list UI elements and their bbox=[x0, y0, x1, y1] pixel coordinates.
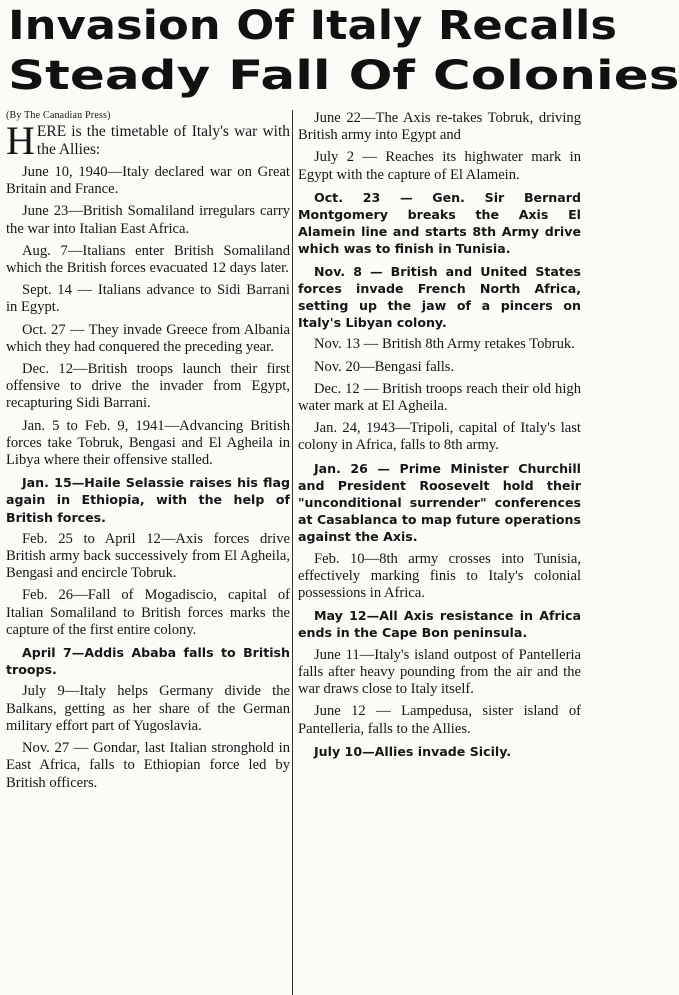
timeline-entry: Jan. 15—Haile Selassie raises his flag again in Ethiopia, with the help of British forces. bbox=[6, 475, 290, 525]
timeline-entry: Dec. 12 — British troops reach their old high water mark at El Agheila. bbox=[298, 380, 581, 415]
timeline-entry: June 10, 1940—Italy declared war on Great Britain and France. bbox=[6, 164, 290, 198]
headline-line-1: Invasion Of Italy Recalls bbox=[8, 3, 617, 49]
headline-line-2: Steady Fall Of Colonies bbox=[8, 53, 679, 99]
timeline-entry: Oct. 27 — They invade Greece from Albania which they had conquered the preceding year. bbox=[6, 321, 290, 355]
timeline-entry: Aug. 7—Italians enter British Somaliland which the British forces evacuated 12 days later. bbox=[6, 242, 290, 277]
right-timeline-list bbox=[298, 110, 581, 760]
timeline-entry: Jan. 26 — Prime Minister Churchill and President Roosevelt hold their "unconditional surrender" conferences at Casablanca to map future operations against the Axis. bbox=[298, 460, 581, 545]
timeline-entry: June 22—The Axis re-takes Tobruk, driving British army into Egypt and bbox=[298, 110, 581, 144]
intro-text: ERE is the timetable of Italy's war with the Allies: bbox=[36, 123, 290, 158]
byline: (By The Canadian Press) bbox=[6, 110, 111, 121]
column-rule bbox=[292, 110, 293, 995]
article-body bbox=[0, 108, 585, 995]
timeline-entry: Dec. 12—British troops launch their first offensive to drive the invader from Egypt, recapturing Sidi Barrani. bbox=[6, 361, 290, 412]
left-column bbox=[6, 108, 290, 995]
timeline-entry: Oct. 23 — Gen. Sir Bernard Montgomery breaks the Axis El Alamein line and starts 8th Army drive which was to finish in Tunisia. bbox=[298, 189, 581, 257]
intro-paragraph bbox=[6, 118, 290, 163]
timeline-entry: Nov. 13 — British 8th Army retakes Tobruk. bbox=[314, 336, 575, 353]
timeline-entry: Nov. 8 — British and United States forces invade French North Africa, setting up the jaw of a pincers on Italy's Libyan colony. bbox=[298, 263, 581, 331]
timeline-entry: July 2 — Reaches its highwater mark in Egypt with the capture of El Alamein. bbox=[298, 149, 581, 183]
timeline-entry: April 7—Addis Ababa falls to British troops. bbox=[6, 645, 290, 678]
timeline-entry: June 12 — Lampedusa, sister island of Pantelleria, falls to the Allies. bbox=[298, 703, 581, 737]
timeline-entry: Feb. 25 to April 12—Axis forces drive British army back successively from El Agheila, Bengasi and encircle Tobruk. bbox=[6, 530, 290, 582]
timeline-entry: Feb. 10—8th army crosses into Tunisia, effectively marking finis to Italy's colonial possessions in Africa. bbox=[298, 550, 581, 602]
timeline-entry: Sept. 14 — Italians advance to Sidi Barrani in Egypt. bbox=[6, 282, 290, 316]
timeline-entry: May 12—All Axis resistance in Africa ends in the Cape Bon peninsula. bbox=[298, 608, 581, 641]
timeline-entry: Jan. 5 to Feb. 9, 1941—Advancing British forces take Tobruk, Bengasi and El Agheila in Libya where their offensive stalled. bbox=[6, 417, 290, 469]
timeline-entry: Jan. 24, 1943—Tripoli, capital of Italy's last colony in Africa, falls to 8th army. bbox=[298, 420, 581, 454]
timeline-entry: July 9—Italy helps Germany divide the Balkans, getting as her share of the German military effort part of Yugoslavia. bbox=[6, 683, 290, 734]
timeline-entry: Feb. 26—Fall of Mogadiscio, capital of Italian Somaliland to British forces marks the capture of the first entire colony. bbox=[6, 587, 290, 638]
timeline-entry: June 11—Italy's island outpost of Pantelleria falls after heavy pounding from the air and the war draws close to Italy itself. bbox=[298, 646, 581, 698]
timeline-entry: Nov. 20—Bengasi falls. bbox=[314, 358, 455, 375]
timeline-entry: July 10—Allies invade Sicily. bbox=[314, 743, 512, 759]
drop-cap: H bbox=[6, 118, 35, 163]
right-column bbox=[298, 108, 581, 995]
timeline-entry: June 23—British Somaliland irregulars carry the war into Italian East Africa. bbox=[6, 203, 290, 237]
timeline-entry: Nov. 27 — Gondar, last Italian stronghold in East Africa, falls to Ethiopian force led by British officers. bbox=[6, 740, 290, 791]
left-timeline-list bbox=[6, 164, 290, 792]
